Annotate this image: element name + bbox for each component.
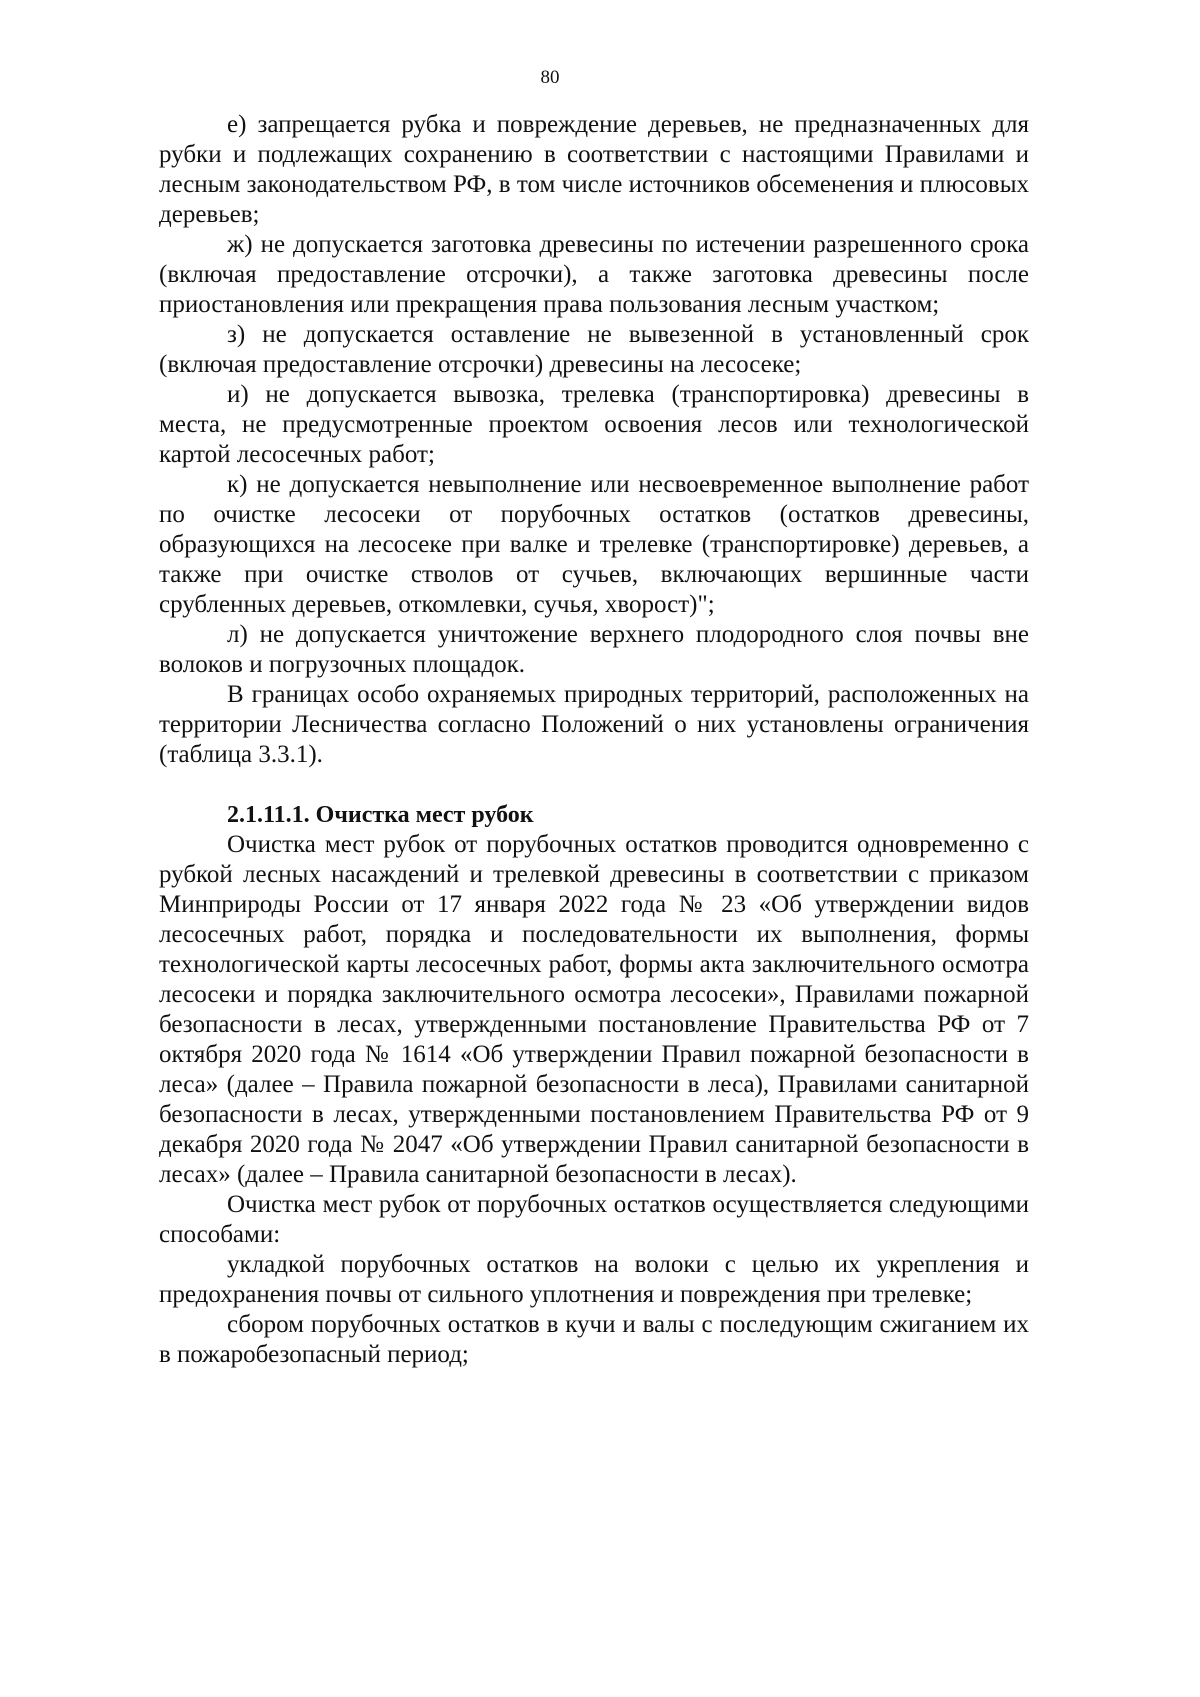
paragraph-item-z: з) не допускается оставление не вывезенной в установленный срок (включая предоставление отсрочки) древесины на лесосеке; [159,321,1029,378]
page-number: 80 [540,67,560,88]
paragraph-item-i: и) не допускается вывозка, трелевка (транспортировка) древесины в места, не предусмотренные проектом освоения лесов или технологической картой лесосечных работ; [159,381,1029,468]
paragraph-protected-areas: В границах особо охраняемых природных территорий, расположенных на территории Лесничества согласно Положений о них установлены ограничения (таблица 3.3.1). [159,681,1029,768]
paragraph-item-k: к) не допускается невыполнение или несвоевременное выполнение работ по очистке лесосеки от порубочных остатков (остатков древесины, образующихся на лесосеке при валке и трелевке (транспортировке) деревьев, а также при очистке стволов от сучьев, включающих вершинные части срубленных деревьев, откомлевки, сучья, хворост)"; [159,471,1029,618]
paragraph-method-burning: сбором порубочных остатков в кучи и валы с последующим сжиганием их в пожаробезопасный период; [159,1311,1029,1368]
paragraph-clearing-intro: Очистка мест рубок от порубочных остатков проводится одновременно с рубкой лесных насаждений и трелевкой древесины в соответствии с приказом Минприроды России от 17 января 2022 года № 23 «Об утверждении видов лесосечных работ, порядка и последовательности их выполнения, формы технологической карты лесосечных работ, формы акта заключительного осмотра лесосеки и порядка заключительного осмотра лесосеки», Правилами пожарной безопасности в лесах, утвержденными постановление Правительства РФ от 7 октября 2020 года № 1614 «Об утверждении Правил пожарной безопасности в леса» (далее – Правила пожарной безопасности в леса), Правилами санитарной безопасности в лесах, утвержденными постановлением Правительства РФ от 9 декабря 2020 года № 2047 «Об утверждении Правил санитарной безопасности в лесах» (далее – Правила санитарной безопасности в лесах). [159,831,1029,1188]
paragraph-method-laying: укладкой порубочных остатков на волоки с целью их укрепления и предохранения почвы от сильного уплотнения и повреждения при трелевке; [159,1251,1029,1308]
paragraph-item-zh: ж) не допускается заготовка древесины по истечении разрешенного срока (включая предоставление отсрочки), а также заготовка древесины после приостановления или прекращения права пользования лесным участком; [159,231,1029,318]
document-body [159,110,1029,1370]
paragraph-clearing-methods: Очистка мест рубок от порубочных остатков осуществляется следующими способами: [159,1191,1029,1248]
paragraph-item-l: л) не допускается уничтожение верхнего плодородного слоя почвы вне волоков и погрузочных площадок. [159,621,1029,678]
section-heading: 2.1.11.1. Очистка мест рубок [227,802,534,828]
paragraph-item-e: е) запрещается рубка и повреждение деревьев, не предназначенных для рубки и подлежащих сохранению в соответствии с настоящими Правилами и лесным законодательством РФ, в том числе источников обсеменения и плюсовых деревьев; [159,111,1029,228]
